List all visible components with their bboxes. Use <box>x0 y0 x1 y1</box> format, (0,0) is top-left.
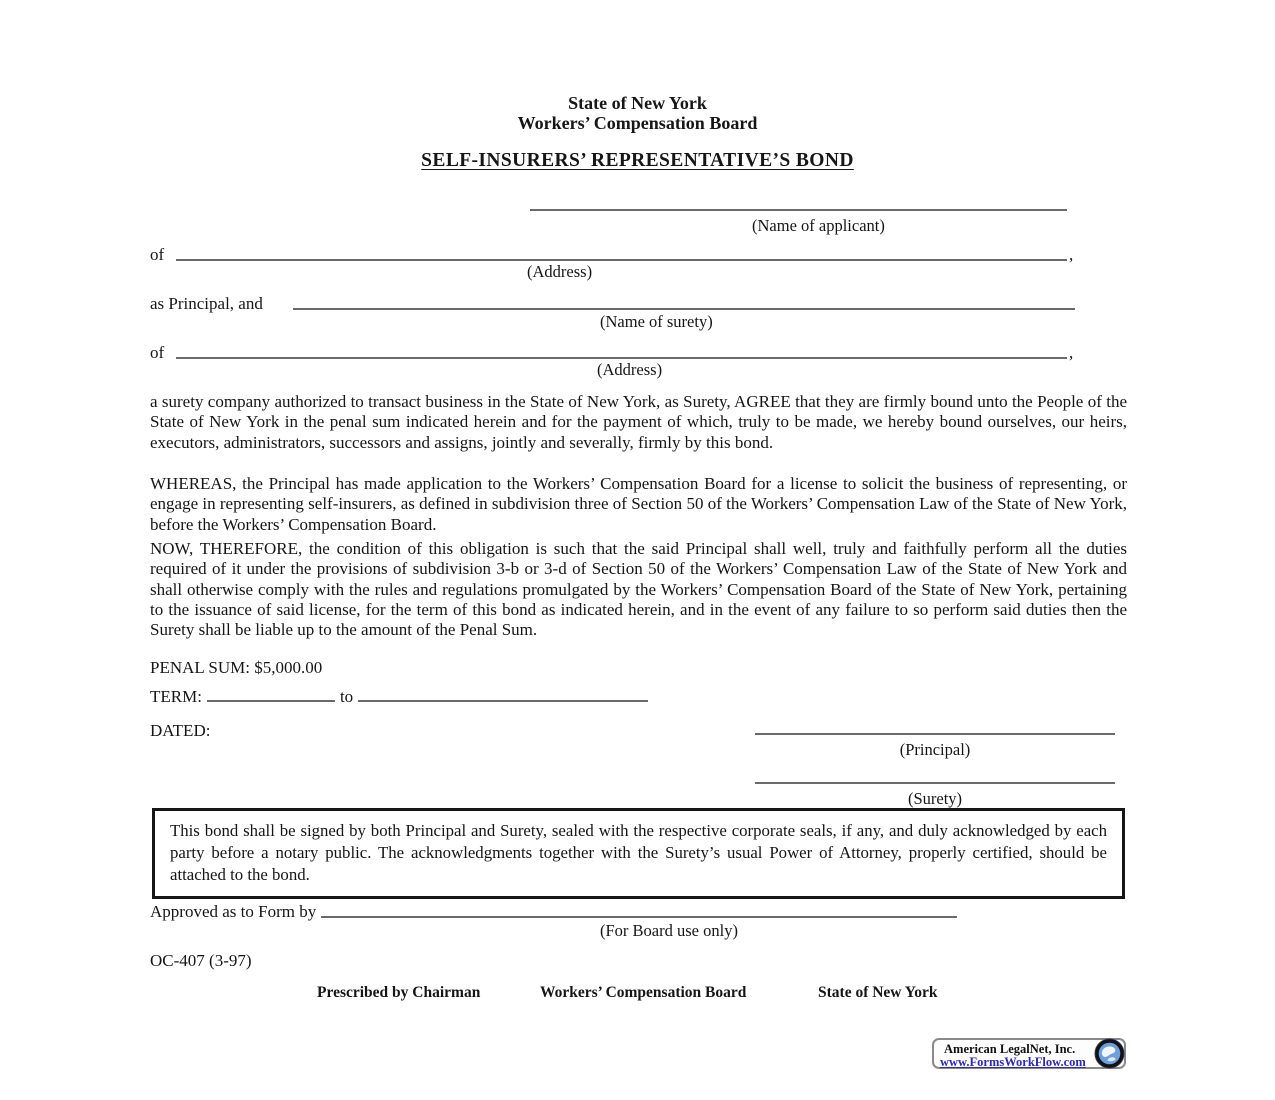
applicant-name-label: (Name of applicant) <box>752 216 885 235</box>
approved-row <box>150 902 960 922</box>
approved-signature-line <box>321 916 957 918</box>
footer-prescribed-by: Prescribed by Chairman <box>317 984 481 1001</box>
form-number: OC-407 (3-97) <box>150 951 252 970</box>
address2-label: (Address) <box>597 360 663 379</box>
header-state: State of New York <box>568 93 707 113</box>
surety-signature-label: (Surety) <box>907 789 963 808</box>
address1-comma: , <box>1069 245 1074 264</box>
address1-label: (Address) <box>527 262 593 281</box>
principal-signature-label: (Principal) <box>899 740 971 759</box>
paragraph-surety-agreement: a surety company authorized to transact business in the State of New York, as Surety, AGREE that they are firmly bound unto the People of the State of New York in the penal sum indicated herein and for the payment of which, truly to be made, we hereby bound ourselves, our heirs, executors, administrators, successors and assigns, jointly and severally, firmly by this bond. <box>150 392 1127 452</box>
surety-name-line <box>293 308 1075 310</box>
formsworkflow-link[interactable]: www.FormsWorkFlow.com <box>940 1055 1086 1069</box>
term-label: TERM: <box>150 687 202 706</box>
notice-box <box>152 808 1125 899</box>
alnet-badge <box>932 1038 1126 1069</box>
address2-line <box>176 357 1067 359</box>
paragraph-whereas: WHEREAS, the Principal has made application to the Workers’ Compensation Board for a license to solicit the business of representing, or engage in representing self-insurers, as defined in subdivision three of Section 50 of the Workers’ Compensation Law of the State of New York, before the Workers’ Compensation Board. <box>150 474 1127 534</box>
address1-prefix: of <box>150 245 165 264</box>
term-row <box>150 687 653 707</box>
principal-signature-line <box>755 733 1115 735</box>
header-board: Workers’ Compensation Board <box>517 113 758 133</box>
globe-icon <box>1094 1038 1125 1074</box>
term-to-label: to <box>339 687 354 706</box>
footer-state: State of New York <box>818 984 938 1001</box>
term-end-line <box>358 687 648 702</box>
address2-prefix: of <box>150 343 165 362</box>
principal-prefix: as Principal, and <box>150 294 263 313</box>
applicant-name-line <box>530 209 1067 211</box>
notice-text: This bond shall be signed by both Principal and Surety, sealed with the respective corporate seals, if any, and duly acknowledged by each party before a notary public. The acknowledgments together with the Surety’s usual Power of Attorney, properly certified, should be attached to the bond. <box>170 821 1107 884</box>
form-title: SELF-INSURERS’ REPRESENTATIVE’S BOND <box>421 150 854 171</box>
term-start-line <box>207 687 335 702</box>
paragraph-now-therefore: NOW, THEREFORE, the condition of this obligation is such that the said Principal shall well, truly and faithfully perform all the duties required of it under the provisions of subdivision 3-b or 3-d of Section 50 of the Workers’ Compensation Law of the State of New York and shall otherwise comply with the rules and regulations promulgated by the Workers’ Compensation Board of the State of New York, pertaining to the issuance of said license, for the term of this bond as indicated herein, and in the event of any failure to so perform said duties then the Surety shall be liable up to the amount of the Penal Sum. <box>150 539 1127 640</box>
address1-line <box>176 259 1067 261</box>
approved-prefix: Approved as to Form by <box>150 902 317 921</box>
footer-board: Workers’ Compensation Board <box>540 984 747 1001</box>
surety-signature-line <box>755 782 1115 784</box>
board-use-label: (For Board use only) <box>600 921 738 940</box>
alnet-company-name: American LegalNet, Inc. <box>944 1042 1076 1056</box>
dated-label: DATED: <box>150 721 211 740</box>
address2-comma: , <box>1069 343 1074 362</box>
surety-name-label: (Name of surety) <box>600 312 713 331</box>
penal-sum-text: PENAL SUM: $5,000.00 <box>150 658 323 677</box>
